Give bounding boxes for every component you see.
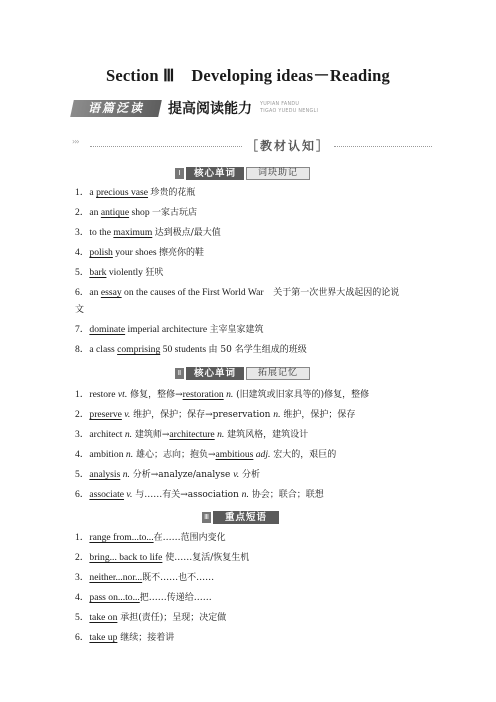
item-derived-pos: v. <box>233 469 240 480</box>
item-pos: n. <box>124 429 133 440</box>
item-derived-meaning: (旧建筑或旧家具等的)修复，整修 <box>233 390 370 400</box>
item-derived-meaning: 分析 <box>239 470 261 480</box>
item-keyword: comprising <box>117 344 161 355</box>
item-word: restore <box>89 389 118 400</box>
divider-line-right <box>334 146 432 147</box>
banner-title: 提高阅读能力 <box>168 101 252 117</box>
divider-label: ［教材认知］ <box>245 139 330 153</box>
item-text: an <box>89 287 101 298</box>
item-derived-meaning: 宏大的，艰巨的 <box>270 450 337 460</box>
item-number: 4． <box>75 449 90 460</box>
item-derived-meaning: 建筑风格，建筑设计 <box>224 430 309 440</box>
item-derived-word: restoration <box>182 389 224 400</box>
item-keyword: bark <box>89 267 107 278</box>
item-number: 6． <box>75 287 90 298</box>
item-keyword: essay <box>100 287 122 298</box>
phrase-keyword: neither...nor... <box>89 572 143 583</box>
banner-tag-label: 语篇泛读 <box>87 101 144 115</box>
item-text: on the causes of the First World War <box>121 287 274 298</box>
vocab-item <box>75 206 197 220</box>
item-number: 3． <box>75 227 90 238</box>
phrase-keyword: bring... back to life <box>89 552 163 563</box>
phrase-item <box>75 591 212 605</box>
subhead-key-phrases <box>175 510 325 525</box>
item-number: 3． <box>75 572 90 583</box>
item-translation: 关于第一次世界大战起因的论说 <box>273 288 400 298</box>
item-keyword: antique <box>100 207 130 218</box>
item-meaning: 雄心；志向；抱负→ <box>133 450 216 460</box>
section-banner <box>72 99 432 121</box>
section-number: Ⅱ <box>175 368 184 379</box>
derivation-item <box>75 428 308 442</box>
item-meaning: 维护，保护；保存→preservation <box>130 410 274 420</box>
item-derived-pos: n. <box>273 409 281 420</box>
banner-tag <box>70 100 162 117</box>
subhead-core-words-1 <box>175 166 325 181</box>
phrase-meaning: 承担(责任)；呈现；决定做 <box>117 613 227 623</box>
item-translation: 一家古玩店 <box>152 208 198 218</box>
item-number: 5． <box>75 267 90 278</box>
item-derived-pos: n. <box>241 489 249 500</box>
subhead-dark-label: 核心单词 <box>186 367 244 380</box>
item-text: to the <box>89 227 114 238</box>
banner-pinyin-line-2: TIGAO YUEDU NENGLI <box>260 109 319 114</box>
item-word: architect <box>89 429 125 440</box>
item-text: violently <box>106 267 146 278</box>
item-pos: v. <box>124 489 133 500</box>
item-keyword: dominate <box>89 324 126 335</box>
divider-line-left <box>90 146 242 147</box>
item-pos: n. <box>120 469 130 480</box>
vocab-item <box>75 226 221 240</box>
derivation-item <box>75 408 355 422</box>
vocab-item <box>75 303 84 317</box>
item-translation: 珍贵的花瓶 <box>150 188 196 198</box>
phrase-keyword: range from...to... <box>89 532 154 543</box>
item-text: a <box>89 187 97 198</box>
item-meaning: 分析→analyze/analyse <box>129 470 234 480</box>
phrase-item <box>75 551 249 565</box>
item-keyword: maximum <box>113 227 153 238</box>
item-translation: 由 50 名学生组成的班级 <box>208 345 307 355</box>
phrase-meaning: 继续；接着讲 <box>117 633 175 643</box>
item-keyword: associate <box>89 489 125 500</box>
item-meaning: 建筑师→ <box>132 430 170 440</box>
vocab-item <box>75 286 399 300</box>
item-translation: 文 <box>75 305 85 315</box>
item-pos: n. <box>125 449 134 460</box>
subhead-dark-label: 核心单词 <box>186 167 244 180</box>
phrase-meaning: 把……传递给…… <box>139 593 212 603</box>
item-derived-meaning: 协会；联合；联想 <box>248 490 324 500</box>
item-number: 8． <box>75 344 90 355</box>
item-number: 6． <box>75 489 90 500</box>
item-text: your shoes <box>112 247 159 258</box>
phrase-item <box>75 611 226 625</box>
item-text: a class <box>89 344 118 355</box>
item-keyword: preserve <box>89 409 122 420</box>
item-number: 5． <box>75 469 90 480</box>
phrase-keyword: take on <box>89 612 118 623</box>
item-translation: 达到极点/最大值 <box>154 228 221 238</box>
item-translation: 主宰皇家建筑 <box>209 325 264 335</box>
derivation-item <box>75 488 324 502</box>
item-word: ambition <box>89 449 126 460</box>
item-number: 2． <box>75 409 90 420</box>
item-number: 3． <box>75 429 90 440</box>
vocab-item <box>75 343 307 357</box>
item-number: 5． <box>75 612 90 623</box>
vocab-item <box>75 323 264 337</box>
item-keyword: polish <box>89 247 113 258</box>
item-number: 1． <box>75 187 90 198</box>
item-number: 6． <box>75 632 90 643</box>
item-number: 4． <box>75 247 90 258</box>
item-derived-pos: n. <box>223 389 234 400</box>
section-number: Ⅲ <box>202 512 211 523</box>
item-text: imperial architecture <box>125 324 210 335</box>
section-number: Ⅰ <box>175 168 184 179</box>
item-derived-meaning: 维护，保护；保存 <box>280 410 356 420</box>
item-number: 2． <box>75 552 90 563</box>
item-derived-pos: adj. <box>253 449 271 460</box>
derivation-item <box>75 468 260 482</box>
phrase-item <box>75 571 214 585</box>
item-text: an <box>89 207 101 218</box>
textbook-divider <box>72 137 432 157</box>
vocab-item <box>75 266 163 280</box>
derivation-item <box>75 388 369 402</box>
item-number: 7． <box>75 324 90 335</box>
item-translation: 狂吠 <box>145 268 164 278</box>
banner-pinyin <box>260 101 318 115</box>
phrase-item <box>75 631 174 645</box>
phrase-meaning: 在……范围内变化 <box>153 533 226 543</box>
phrase-item <box>75 531 226 545</box>
item-number: 4． <box>75 592 90 603</box>
phrase-keyword: pass on...to... <box>89 592 140 603</box>
item-derived-pos: n. <box>214 429 225 440</box>
item-derived-word: ambitious <box>215 449 254 460</box>
vocab-item <box>75 246 204 260</box>
item-pos: v. <box>121 409 131 420</box>
item-keyword: analysis <box>89 469 121 480</box>
item-derived-word: architecture <box>169 429 215 440</box>
vocab-item <box>75 186 195 200</box>
item-number: 1． <box>75 389 90 400</box>
phrase-meaning: 使……复活/恢复生机 <box>162 553 250 563</box>
item-meaning: 修复，整修→ <box>127 390 183 400</box>
banner-pinyin-line-1: YUPIAN FANDU <box>260 102 300 107</box>
phrase-keyword: take up <box>89 632 118 643</box>
page-title: Section Ⅲ Developing ideas－Reading <box>105 66 391 85</box>
subhead-light-label: 词块助记 <box>246 167 310 180</box>
item-translation: 擦亮你的鞋 <box>158 248 204 258</box>
item-meaning: 与……有关→association <box>132 490 242 500</box>
item-text: shop <box>129 207 153 218</box>
item-pos: vt. <box>117 389 128 400</box>
derivation-item <box>75 448 336 462</box>
item-text: 50 students <box>160 344 209 355</box>
item-number: 2． <box>75 207 90 218</box>
subhead-dark-label: 重点短语 <box>213 511 279 524</box>
phrase-meaning: 既不……也不…… <box>142 573 215 583</box>
subhead-core-words-2 <box>175 366 325 381</box>
subhead-light-label: 拓展记忆 <box>246 367 310 380</box>
item-keyword: precious vase <box>96 187 149 198</box>
item-number: 1． <box>75 532 90 543</box>
chevrons-icon: ››› <box>72 137 79 146</box>
